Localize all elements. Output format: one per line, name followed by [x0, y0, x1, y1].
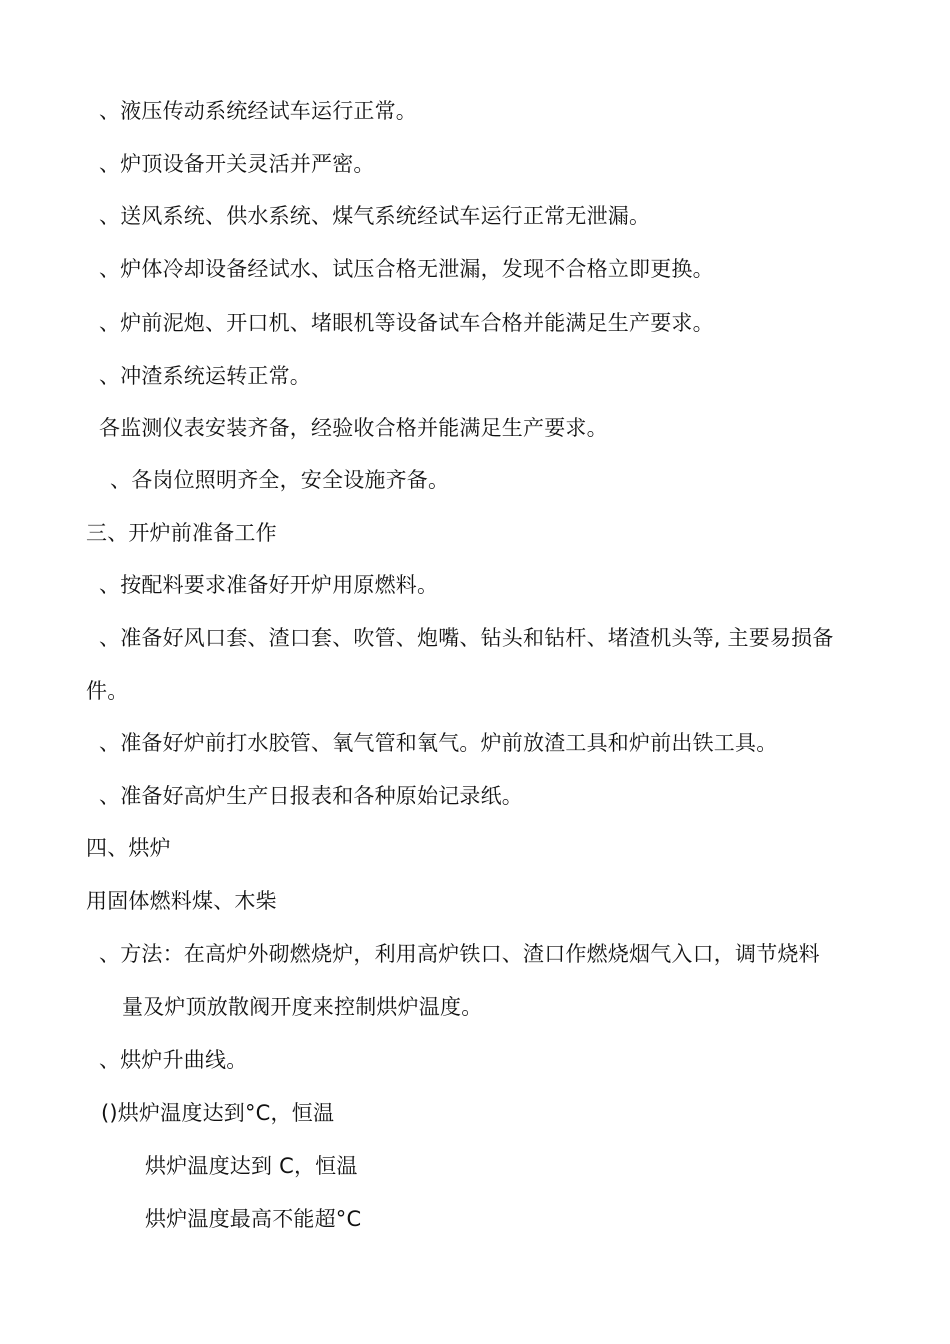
- text-line: 、准备好高炉生产日报表和各种原始记录纸。: [99, 784, 523, 808]
- text-line: ()烘炉温度达到°C，恒温: [101, 1101, 335, 1125]
- text-line: 、方法：在高炉外砌燃烧炉，利用高炉铁口、渣口作燃烧烟气入口，调节烧料: [99, 942, 820, 966]
- text-line: 各监测仪表安装齐备，经验收合格并能满足生产要求。: [99, 416, 608, 440]
- text-line: 、按配料要求准备好开炉用原燃料。: [99, 573, 439, 597]
- text-line: 、准备好炉前打水胶管、氧气管和氧气。炉前放渣工具和炉前出铁工具。: [99, 731, 778, 755]
- text-line: 、液压传动系统经试车运行正常。: [99, 99, 417, 123]
- text-line: 量及炉顶放散阀开度来控制烘炉温度。: [122, 995, 483, 1019]
- text-line: 、准备好风口套、渣口套、吹管、炮嘴、钻头和钻杆、堵渣机头等, 主要易损备: [99, 626, 834, 650]
- section-heading: 四、烘炉: [86, 836, 171, 860]
- text-line: 用固体燃料煤、木柴: [86, 889, 277, 913]
- text-line: 、炉体冷却设备经试水、试压合格无泄漏，发现不合格立即更换。: [99, 257, 714, 281]
- text-line: 、炉顶设备开关灵活并严密。: [99, 152, 375, 176]
- text-line: 、冲渣系统运转正常。: [99, 364, 311, 388]
- section-heading: 三、开炉前准备工作: [86, 521, 277, 545]
- text-line: 、炉前泥炮、开口机、堵眼机等设备试车合格并能满足生产要求。: [99, 311, 714, 335]
- text-line: 、烘炉升曲线。: [99, 1048, 248, 1072]
- text-line: 烘炉温度最高不能超°C: [145, 1207, 362, 1231]
- text-line: 、各岗位照明齐全，安全设施齐备。: [110, 468, 450, 492]
- text-line: 件。: [86, 679, 129, 703]
- text-line: 烘炉温度达到 C，恒温: [145, 1154, 358, 1178]
- text-line: 、送风系统、供水系统、煤气系统经试车运行正常无泄漏。: [99, 204, 651, 228]
